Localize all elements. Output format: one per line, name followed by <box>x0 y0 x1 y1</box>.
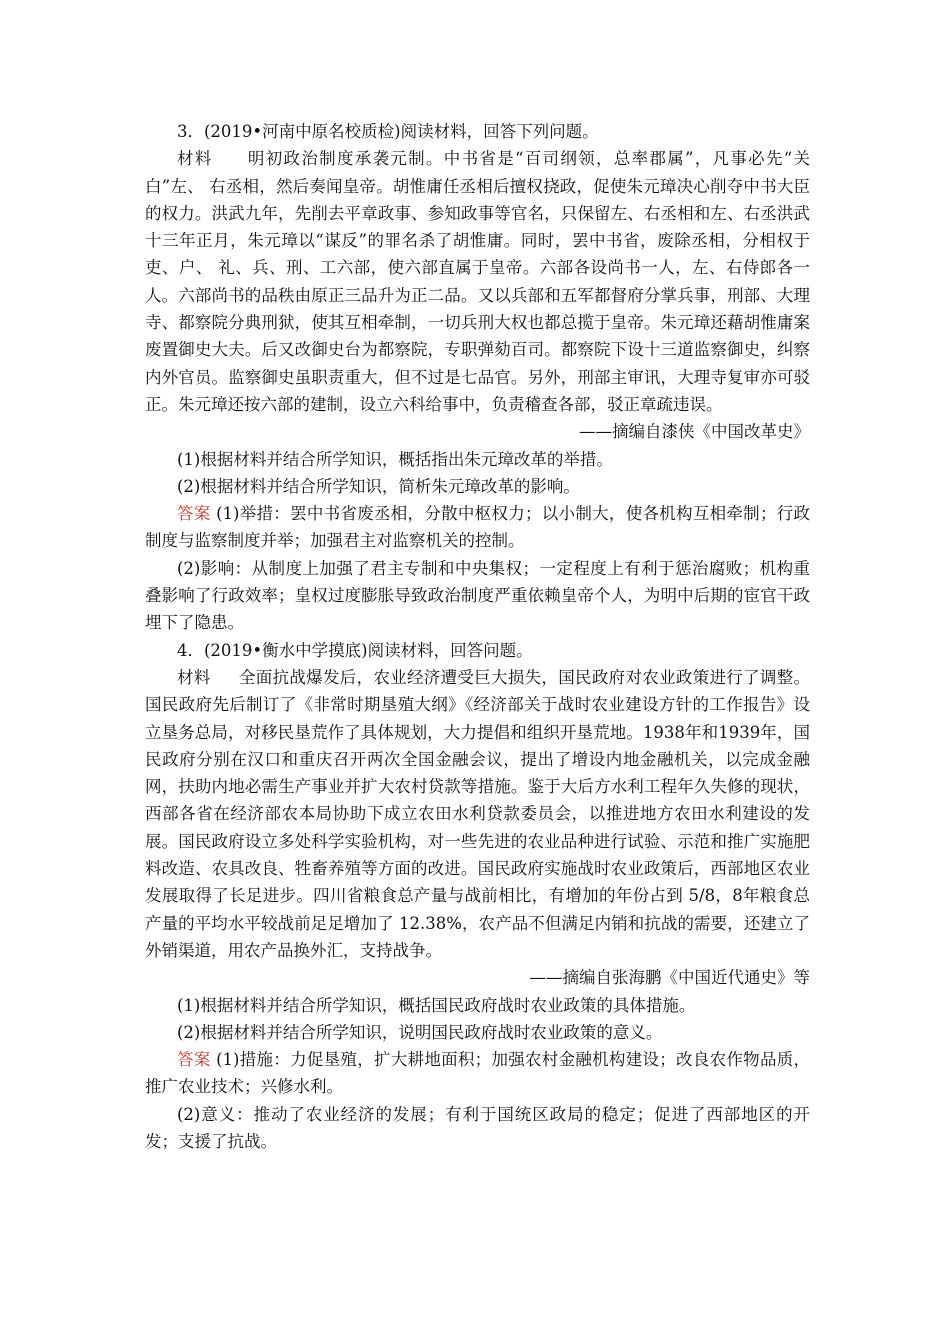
question-4-title: 4．(2019•衡水中学摸底)阅读材料，回答问题。 <box>177 640 533 660</box>
question-3-title: 3．(2019•河南中原名校质检)阅读材料，回答下列问题。 <box>177 122 599 141</box>
question-3-answer-1 <box>145 500 810 555</box>
question-3-sub-2: (2)根据材料并结合所学知识，简析朱元璋改革的影响。 <box>177 476 580 496</box>
question-3-sub-1: (1)根据材料并结合所学知识，概括指出朱元璋改革的举措。 <box>177 449 613 469</box>
question-4-sub-1: (1)根据材料并结合所学知识，概括国民政府战时农业政策的具体措施。 <box>177 995 696 1015</box>
material-text: 明初政治制度承袭元制。中书省是“百司纲领，总率郡属”，凡事必先“关白”左、 右丞相，然后奏闻皇帝。胡惟庸任丞相后擅权挠政，促使朱元璋决心削夺中书大臣的权力。洪武九年，先削去平章政事、参知政事等官名，只保留左、右丞相和左、右丞洪武十三年正月，朱元璋以“谋反”的罪名杀了胡惟庸。同时，罢中书省，废除丞相，分相权于吏、户、 礼、兵、刑、工六部，使六部直属于皇帝。六部各设尚书一人，左、右侍郎各一人。六部尚书的品秩由原正三品升为正二品。又以兵部和五军都督府分掌兵事，刑部、大理寺、都察院分典刑狱，使其互相牵制，一切兵刑大权也都总揽于皇帝。朱元璋还藉胡惟庸案废置御史大夫。后又改御史台为都察院，专职弹劾百司。都察院下设十三道监察御史，纠察内外官员。监察御史虽职责重大，但不过是七品官。另外，刑部主审讯，大理寺复审亦可驳正。朱元璋还按六部的建制，设立六科给事中，负责稽查各部，驳正章疏违误。 <box>145 149 811 414</box>
document-body <box>145 118 810 1155</box>
answer-label: 答案 <box>177 1050 211 1070</box>
question-4-answer-2: (2)意义：推动了农业经济的发展；有利于国统区政局的稳定；促进了西部地区的开发；支援了抗战。 <box>145 1104 810 1151</box>
question-4-sub-2: (2)根据材料并结合所学知识，说明国民政府战时农业政策的意义。 <box>177 1022 663 1042</box>
answer-label: 答案 <box>177 504 211 524</box>
answer-text: (1)举措：罢中书省废丞相，分散中枢权力；以小制大，使各机构互相牵制；行政制度与监察制度并举；加强君主对监察机关的控制。 <box>145 504 810 551</box>
material-text: 全面抗战爆发后，农业经济遭受巨大损失，国民政府对农业政策进行了调整。国民政府先后制订了《非常时期垦殖大纲》《经济部关于战时农业建设方针的工作报告》设立垦务总局，对移民垦荒作了具体规划，大力提倡和组织开垦荒地。1938年和1939年，国民政府分别在汉口和重庆召开两次全国金融会议，提出了增设内地金融机关，以完成金融网，扶助内地必需生产事业并扩大农村贷款等措施。鉴于大后方水利工程年久失修的现状，西部各省在经济部农本局协助下成立农田水利贷款委员会，以推进地方农田水利建设的发展。国民政府设立多处科学实验机构，对一些先进的农业品种进行试验、示范和推广实施肥料改造、农具改良、牲畜养殖等方面的改进。国民政府实施战时农业政策后，西部地区农业发展取得了长足进步。四川省粮食总产量与战前相比，有增加的年份占到 5/8，8年粮食总产量的平均水平较战前足足增加了 12.38%，农产品不但满足内销和抗战的需要，还建立了外销渠道，用农产品换外汇，支持战争。 <box>145 667 811 960</box>
material-label: 材料 <box>177 149 213 169</box>
question-3-answer-2: (2)影响：从制度上加强了君主专制和中央集权；一定程度上有利于惩治腐败；机构重叠影响了行政效率；皇权过度膨胀导致政治制度严重依赖皇帝个人，为明中后期的宦官干政埋下了隐患。 <box>145 558 810 633</box>
question-3-material <box>145 145 810 418</box>
material-label: 材料 <box>177 667 211 687</box>
question-3-source: ——摘编自漆侠《中国改革史》 <box>579 422 810 442</box>
question-4-answer-1 <box>145 1046 810 1101</box>
question-4-source: ——摘编自张海鹏《中国近代通史》等 <box>529 968 810 988</box>
answer-text: (1)措施：力促垦殖，扩大耕地面积；加强农村金融机构建设；改良农作物品质，推广农业技术；兴修水利。 <box>145 1050 810 1097</box>
question-4-material <box>145 664 810 964</box>
